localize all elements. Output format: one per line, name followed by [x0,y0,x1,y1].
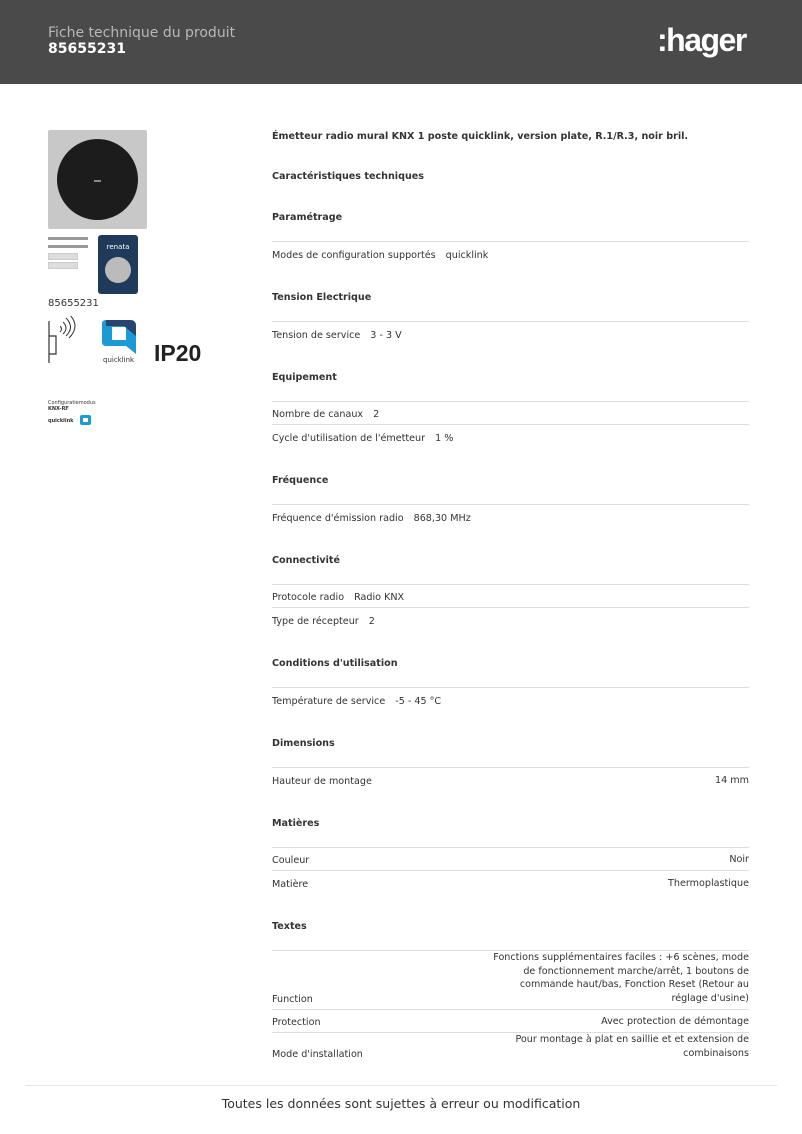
spec-sheet [272,131,749,1064]
spec-label: Nombre de canaux [272,409,364,420]
spec-value: Noir [729,853,749,865]
spec-value: Radio KNX [354,592,405,603]
spec-section [272,738,749,791]
section-title: Textes [272,921,749,951]
spec-label: Fréquence d'émission radio [272,513,404,524]
spec-value: Fonctions supplémentaires faciles : +6 scènes, mode de fonctionnement marche/arrêt, 1 boutons de commande haut/bas, Fonction Reset (Retour au réglage d'usine) [493,952,749,1004]
battery-brand: renata [106,243,130,251]
spec-value: Thermoplastique [668,877,749,889]
spec-label: Type de récepteur [272,616,359,627]
spec-section [272,921,749,1064]
hager-logo: :hager [657,22,746,58]
section-title: Connectivité [272,555,749,585]
spec-value: 3 - 3 V [370,330,402,341]
page-header [0,0,802,84]
spec-value: 868,30 MHz [413,513,471,524]
spec-value: 2 [368,616,375,627]
spec-value: Avec protection de démontage [601,1015,749,1027]
spec-section [272,658,749,711]
spec-label: Matière [272,879,309,890]
spec-row [272,608,749,631]
spec-row [272,402,749,425]
spec-row [272,322,749,345]
spec-value: 1 % [435,433,454,444]
spec-label: Protocole radio [272,592,345,603]
spec-label: Mode d'installation [272,1049,363,1060]
spec-label: Température de service [272,696,386,707]
ip-rating: IP20 [154,340,202,366]
spec-value: 2 [373,409,380,420]
spec-label: Couleur [272,855,310,866]
spec-section [272,818,749,894]
spec-section [272,372,749,448]
section-title: Conditions d'utilisation [272,658,749,688]
spec-row [272,951,749,1010]
spec-row [272,871,749,894]
section-title: Matières [272,818,749,848]
spec-section [272,292,749,345]
footer-divider [25,1085,777,1086]
spec-label: Protection [272,1017,321,1028]
spec-row [272,848,749,871]
section-title: Dimensions [272,738,749,768]
spec-row [272,688,749,711]
spec-value: -5 - 45 °C [395,696,442,707]
quicklink-small-icon [79,414,92,427]
spec-row [272,242,749,265]
spec-value: Pour montage à plat en saillie et et extension de combinaisons [515,1034,749,1059]
header-subtitle: Fiche technique du produit [48,25,236,41]
quicklink-label: quicklink [103,356,135,364]
spec-row [272,1010,749,1033]
spec-row [272,768,749,791]
spec-section [272,475,749,528]
spec-row [272,585,749,608]
section-title: Tension Electrique [272,292,749,322]
quicklink-logo-icon [100,316,140,356]
section-title: Fréquence [272,475,749,505]
config-value: KNX-RF [48,406,69,412]
spec-value: 14 mm [715,774,749,786]
specs-heading: Caractéristiques techniques [272,171,425,182]
spec-row [272,1033,749,1064]
spec-label: Modes de configuration supportés [272,250,436,261]
config-label: Configuratiemodus [48,400,96,406]
battery-image [98,235,138,294]
spec-label: Function [272,994,313,1005]
footer-disclaimer: Toutes les données sont sujettes à erreur ou modification [221,1096,581,1111]
spec-section [272,555,749,631]
spec-row [272,505,749,528]
spec-label: Tension de service [272,330,361,341]
screws-image [48,234,90,284]
config-quicklink: quicklink [48,418,74,424]
spec-label: Hauteur de montage [272,776,372,787]
product-image [48,130,147,229]
spec-section [272,212,749,265]
radio-wall-icon [48,316,78,368]
product-title: Émetteur radio mural KNX 1 poste quicklink, version plate, R.1/R.3, noir bril. [272,131,689,142]
section-title: Equipement [272,372,749,402]
product-number-label: 85655231 [48,298,99,309]
section-title: Paramétrage [272,212,749,242]
spec-value: quicklink [445,250,489,261]
header-product-number: 85655231 [48,41,126,57]
spec-label: Cycle d'utilisation de l'émetteur [272,433,426,444]
spec-row [272,425,749,448]
